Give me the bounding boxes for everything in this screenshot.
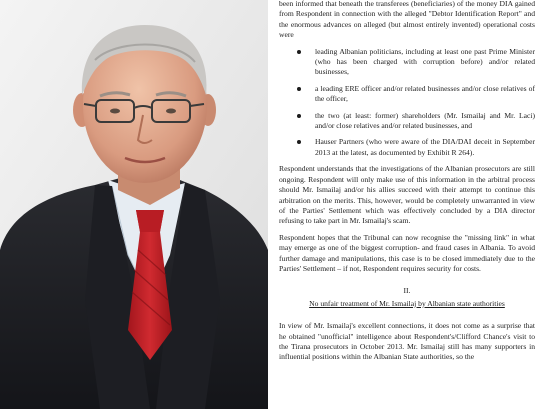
paragraph-2: Respondent understands that the investigations of the Albanian prosecutors are still ongoing. Respondent will only make use of this information in the arbitral process should Mr. Ismailaj and/or his allies succeed with their attempt to continue this arbitration on the merits. This, however, would be completely unwarranted in view of the Parties' Settlement which was effectively concluded by a DIA director refusing to take part in Mr. Ismailaj's scam. bbox=[279, 164, 535, 226]
section-heading: No unfair treatment of Mr. Ismailaj by Albanian state authorities bbox=[309, 298, 505, 308]
bullet-item: a leading ERE officer and/or related businesses and/or close relatives of the officer, bbox=[297, 84, 535, 105]
bullet-list bbox=[279, 47, 535, 159]
bullet-item: the two (at least: former) shareholders (Mr. Ismailaj and Mr. Laci) and/or close relatives and/or related businesses, and bbox=[297, 111, 535, 132]
bullet-item: leading Albanian politicians, including at least one past Prime Minister (who has been charged with corruption before) and/or related businesses, bbox=[297, 47, 535, 78]
paragraph-3: Respondent hopes that the Tribunal can now recognise the "missing link" in what may emerge as one of the biggest corruption- and fraud cases in Albania. To avoid further damage and manipulations, this case is to be closed immediately due to the Parties' Settlement – if not, Respondent requires security for costs. bbox=[279, 232, 535, 273]
portrait-illustration bbox=[0, 0, 268, 409]
section-number: II. bbox=[403, 286, 411, 296]
paragraph-1: been informed that beneath the transferees (beneficiaries) of the money DIA gained from Respondent in connection with the alleged "Debtor Identification Report" and the enormous advances on alleged (but almost entirely invented) operational costs were bbox=[279, 0, 535, 40]
bullet-item: Hauser Partners (who were aware of the DIA/DAI deceit in September 2013 at the latest, as documented by Exhibit R 264). bbox=[297, 137, 535, 158]
document-page bbox=[268, 0, 540, 409]
portrait-photo bbox=[0, 0, 268, 409]
paragraph-4: In view of Mr. Ismailaj's excellent connections, it does not come as a surprise that he obtained "unofficial" intelligence about Respondent's/Clifford Chance's visit to the Tirana prosecutors in October 2013. Mr. Ismailaj still has many supporters in influential positions within the Albanian State authorities, so the bbox=[279, 321, 535, 362]
